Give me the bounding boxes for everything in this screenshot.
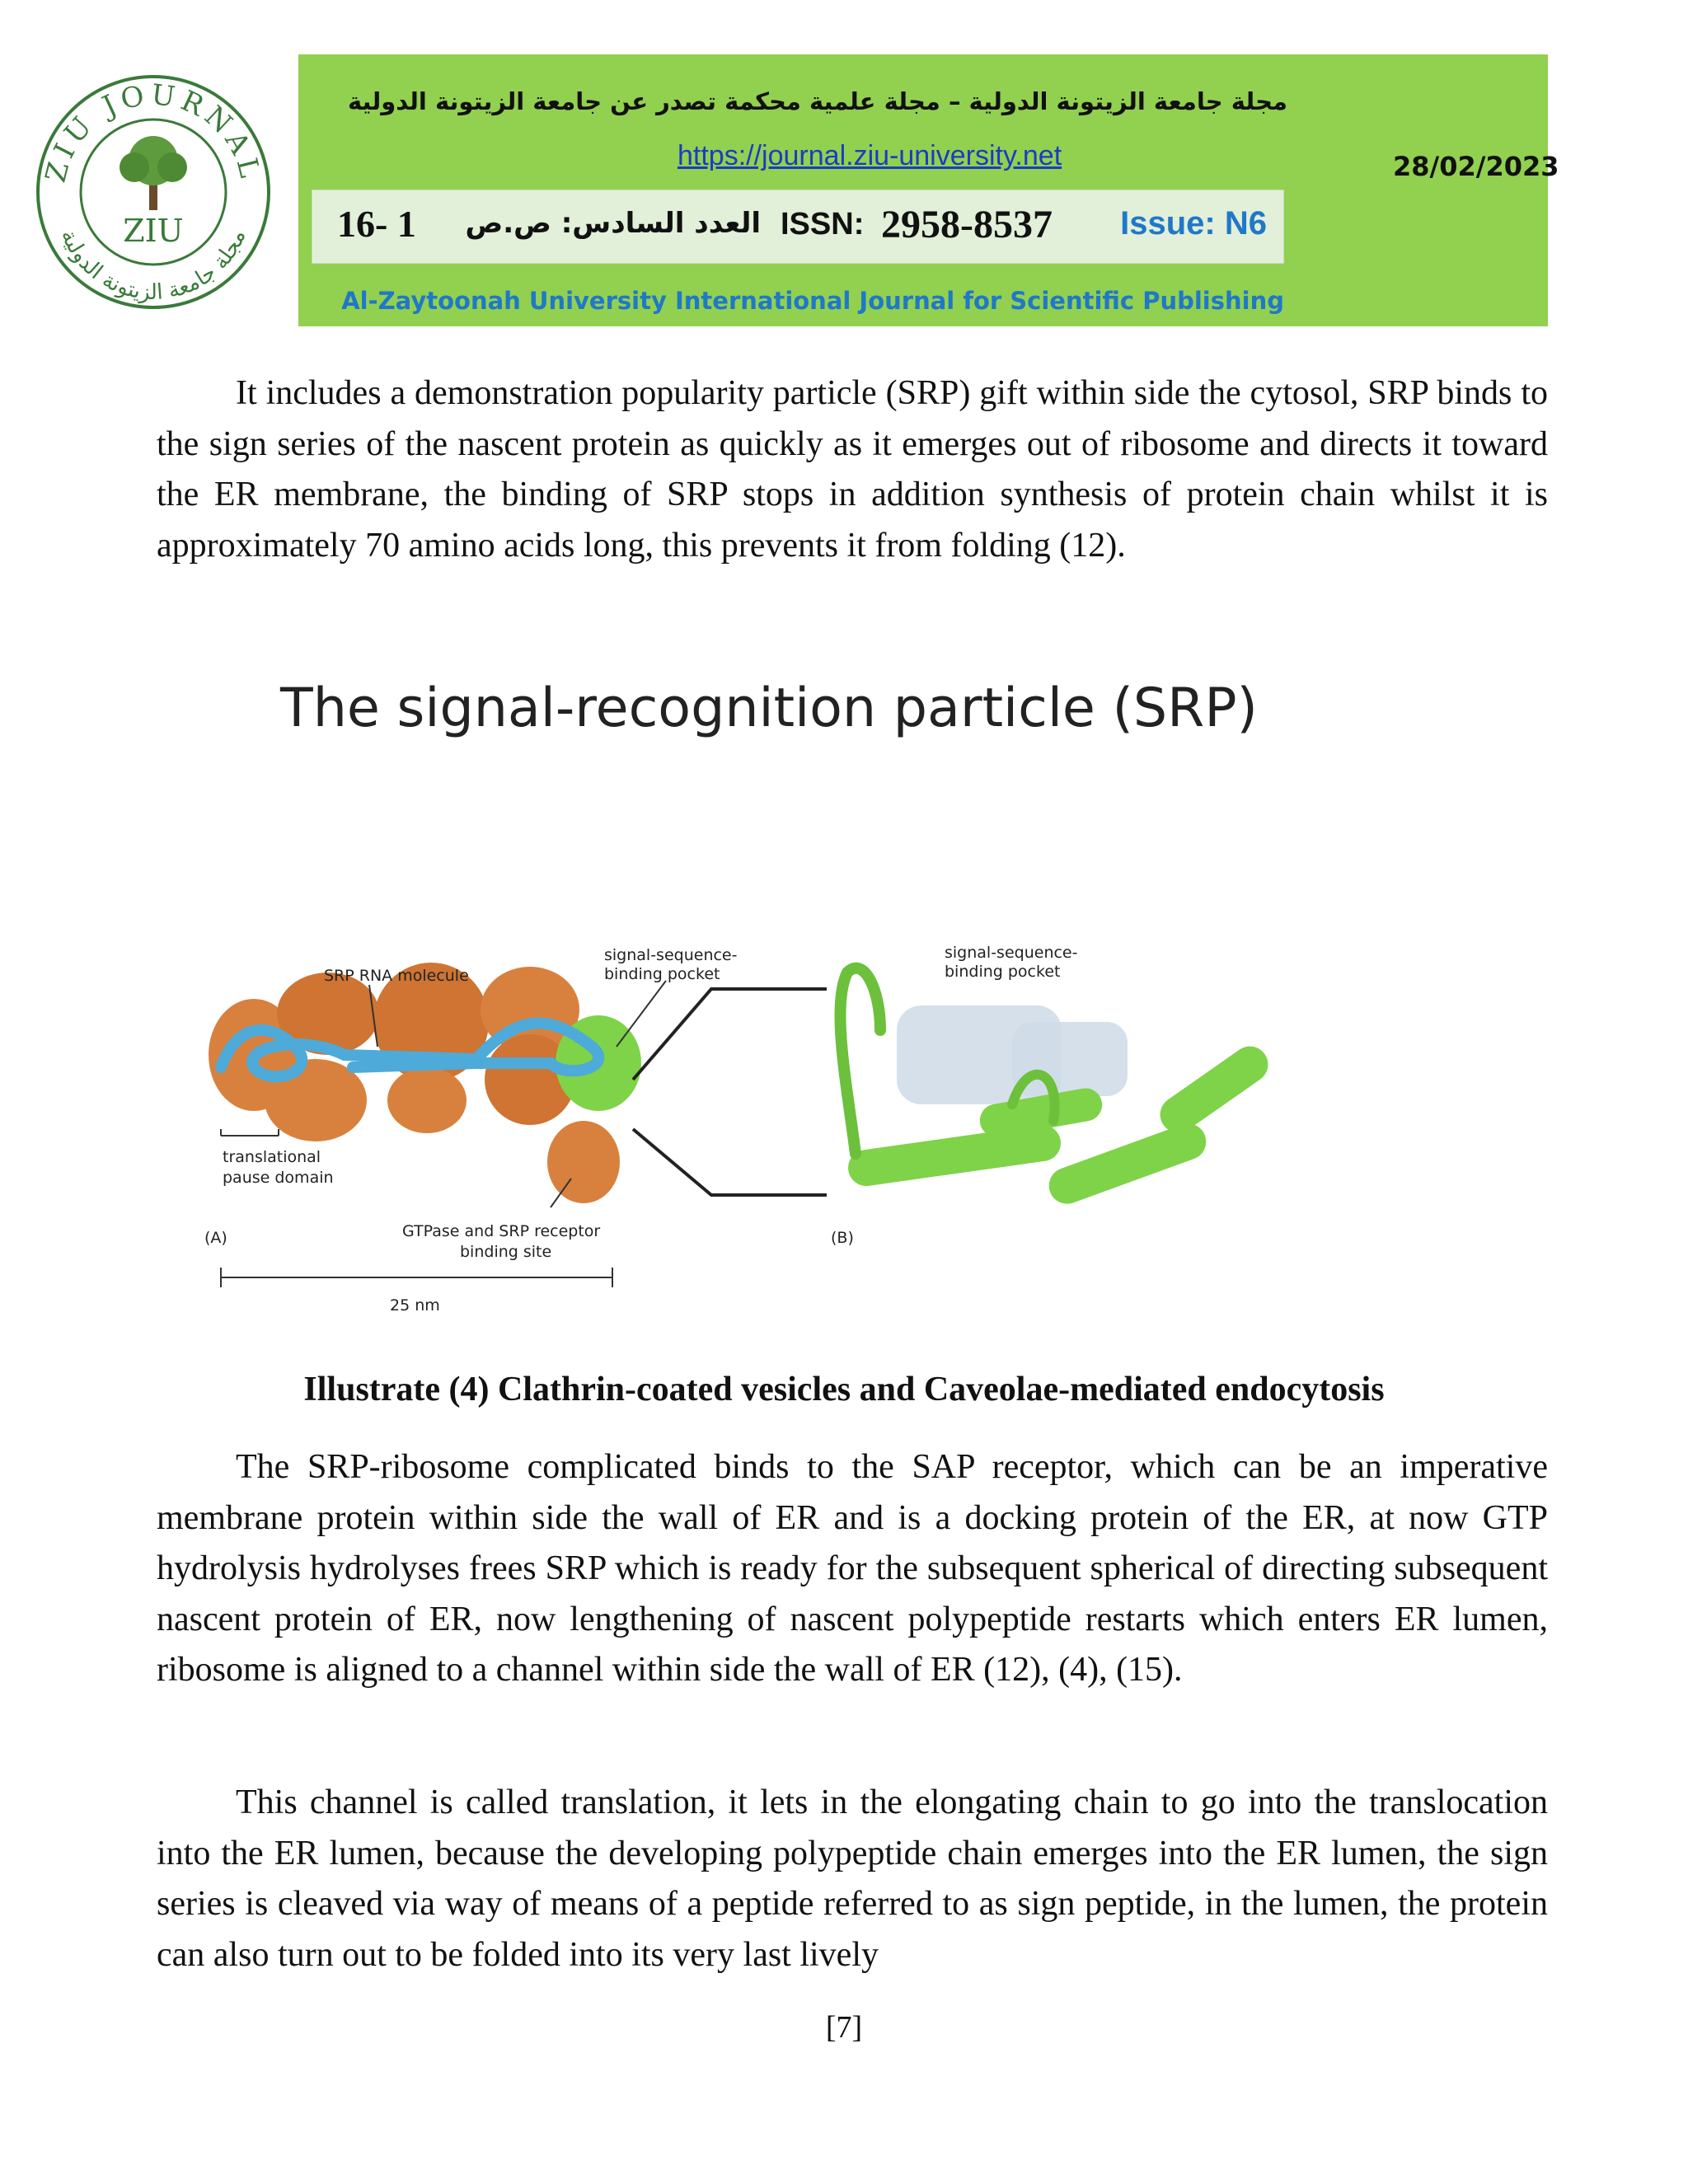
figure-title: The signal-recognition particle (SRP) bbox=[280, 677, 1258, 739]
journal-logo bbox=[31, 70, 275, 314]
body-paragraph-1: It includes a demonstration popularity particle (SRP) gift within side the cytosol, SRP binds to the sign series of the nascent protein as quickly as it emerges out of ribosome and directs it toward the ER membrane, the binding of SRP stops in addition synthesis of protein chain whilst it is approximately 70 amino acids long, this prevents it from folding (12). bbox=[157, 374, 1548, 565]
label-pocket-b-2: binding pocket bbox=[945, 963, 1061, 981]
pages-range: 16- 1 bbox=[337, 203, 416, 245]
publication-date: 28/02/2023 bbox=[1393, 151, 1559, 182]
label-srp-rna: SRP RNA molecule bbox=[324, 967, 469, 985]
label-gtpase-2: binding site bbox=[460, 1243, 552, 1261]
journal-url-link[interactable]: https://journal.ziu-university.net bbox=[678, 140, 1062, 171]
label-pause-2: pause domain bbox=[223, 1169, 334, 1187]
issn-box bbox=[312, 190, 1284, 264]
label-pocket-a-2: binding pocket bbox=[604, 965, 720, 983]
logo-text-top: ZIU JOURNAL bbox=[39, 77, 268, 186]
label-panel-a: (A) bbox=[204, 1229, 227, 1247]
journal-header-banner bbox=[298, 54, 1548, 326]
logo-text-center: ZIU bbox=[123, 213, 184, 249]
label-pocket-a-1: signal-sequence- bbox=[604, 946, 738, 964]
body-paragraph-2: The SRP-ribosome complicated binds to the SAP receptor, which can be an imperative membrane protein within side the wall of ER and is a docking protein of the ER, at now GTP hydrolysis hydrolyses frees SRP which is ready for the subsequent spherical of directing subsequent nascent protein of ER, now lengthening of nascent polypeptide restarts which enters ER lumen, ribosome is aligned to a channel within side the wall of ER (12), (4), (15). bbox=[157, 1448, 1548, 1689]
figure-caption: Illustrate (4) Clathrin-coated vesicles and Caveolae-mediated endocytosis bbox=[303, 1371, 1385, 1408]
olive-tree-icon bbox=[120, 136, 187, 210]
journal-title-arabic: مجلة جامعة الزيتونة الدولية – مجلة علمية محكمة تصدر عن جامعة الزيتونة الدولية bbox=[347, 87, 1287, 115]
srp-helix-structure bbox=[840, 968, 1275, 1209]
label-pocket-b-1: signal-sequence- bbox=[945, 944, 1078, 962]
label-gtpase-1: GTPase and SRP receptor bbox=[402, 1222, 601, 1240]
label-panel-b: (B) bbox=[831, 1229, 854, 1247]
srp-protein-globules bbox=[209, 963, 620, 1203]
label-scale: 25 nm bbox=[390, 1296, 440, 1315]
issn-value: 2958-8537 bbox=[881, 203, 1053, 246]
srp-figure bbox=[204, 923, 1301, 1343]
body-paragraph-3: This channel is called translation, it lets in the elongating chain to go into the translocation into the ER lumen, because the developing polypeptide chain emerges into the ER lumen, the sign series is cleaved via way of means of a peptide referred to as sign peptide, in the lumen, the protein can also turn out to be folded into its very last lively bbox=[157, 1783, 1548, 1974]
label-pause-1: translational bbox=[223, 1148, 321, 1166]
issn-label: ISSN: bbox=[781, 207, 865, 241]
journal-name-english: Al-Zaytoonah University International Journal for Scientific Publishing bbox=[341, 287, 1284, 315]
issue-arabic: العدد السادس: ص.ص bbox=[465, 207, 761, 240]
issue-label: Issue: N6 bbox=[1120, 205, 1267, 241]
logo-text-bottom: مجلة جامعة الزيتونة الدولية bbox=[55, 226, 251, 306]
page-number: [7] bbox=[825, 2010, 863, 2045]
